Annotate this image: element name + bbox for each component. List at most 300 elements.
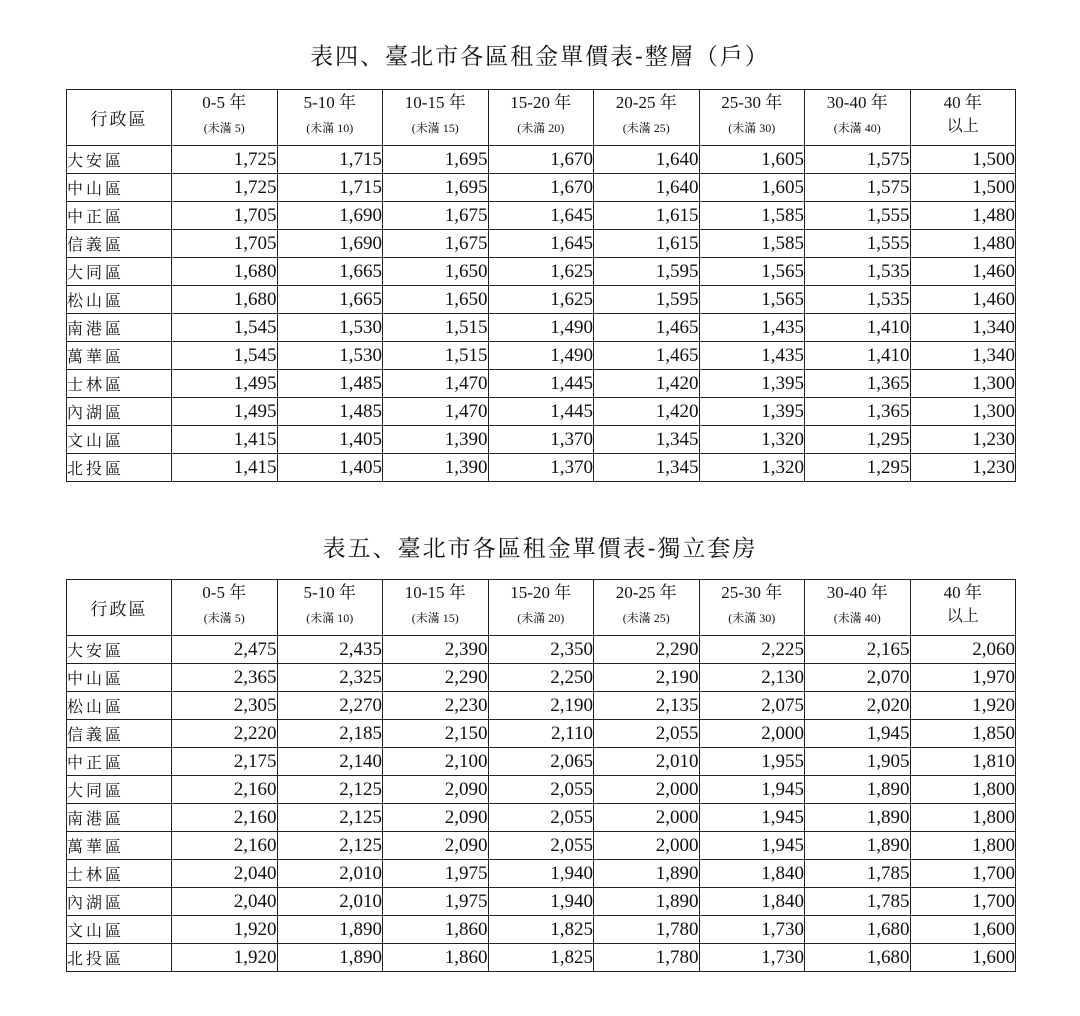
rent-value-cell: 1,460	[910, 258, 1016, 286]
rent-value-cell: 1,395	[699, 398, 805, 426]
district-name: 北投區	[67, 944, 172, 972]
rent-value-cell: 1,230	[910, 454, 1016, 482]
rent-value-cell: 1,585	[699, 202, 805, 230]
rent-value-cell: 1,340	[910, 314, 1016, 342]
table-row	[67, 692, 1016, 720]
rent-value-cell: 2,160	[172, 832, 278, 860]
table-row	[67, 454, 1016, 482]
rent-value-cell: 2,290	[594, 636, 700, 664]
rent-value-cell: 1,850	[910, 720, 1016, 748]
table-row	[67, 944, 1016, 972]
rent-value-cell: 1,940	[488, 888, 594, 916]
rent-value-cell: 1,605	[699, 146, 805, 174]
rent-value-cell: 1,345	[594, 426, 700, 454]
rent-value-cell: 1,890	[277, 916, 383, 944]
table-row	[67, 916, 1016, 944]
district-name: 南港區	[67, 314, 172, 342]
rent-value-cell: 1,890	[277, 944, 383, 972]
table-header	[67, 580, 1016, 636]
age-range-label: 30-40 年	[826, 583, 888, 602]
rent-value-cell: 1,700	[910, 860, 1016, 888]
district-column-header: 行政區	[67, 580, 172, 636]
rent-value-cell: 2,075	[699, 692, 805, 720]
age-column-header	[277, 90, 383, 146]
rent-value-cell: 1,420	[594, 398, 700, 426]
rent-value-cell: 1,705	[172, 202, 278, 230]
age-column-header	[383, 580, 489, 636]
rent-value-cell: 1,555	[805, 202, 911, 230]
age-column-header	[277, 580, 383, 636]
rent-value-cell: 1,485	[277, 398, 383, 426]
age-range-label: 25-30 年	[721, 93, 783, 112]
table-row	[67, 286, 1016, 314]
rent-value-cell: 1,480	[910, 202, 1016, 230]
rent-value-cell: 1,605	[699, 174, 805, 202]
rent-value-cell: 1,495	[172, 370, 278, 398]
rent-value-cell: 1,640	[594, 146, 700, 174]
rent-value-cell: 2,220	[172, 720, 278, 748]
rent-value-cell: 1,645	[488, 202, 594, 230]
rent-value-cell: 2,160	[172, 804, 278, 832]
rent-value-cell: 2,140	[277, 748, 383, 776]
rent-value-cell: 1,490	[488, 342, 594, 370]
rent-value-cell: 1,890	[805, 776, 911, 804]
table-row	[67, 230, 1016, 258]
rent-value-cell: 2,055	[488, 832, 594, 860]
rent-value-cell: 2,000	[594, 804, 700, 832]
rent-value-cell: 1,920	[172, 944, 278, 972]
rent-value-cell: 1,595	[594, 258, 700, 286]
rent-value-cell: 2,290	[383, 664, 489, 692]
rent-value-cell: 2,130	[699, 664, 805, 692]
age-column-header	[172, 90, 278, 146]
rent-value-cell: 1,705	[172, 230, 278, 258]
age-range-label: 5-10 年	[303, 93, 356, 112]
age-range-label: 0-5 年	[202, 583, 247, 602]
rent-value-cell: 1,840	[699, 888, 805, 916]
table-body	[67, 636, 1016, 972]
rent-value-cell: 2,190	[594, 664, 700, 692]
rent-value-cell: 2,250	[488, 664, 594, 692]
rent-value-cell: 1,675	[383, 230, 489, 258]
rent-value-cell: 1,405	[277, 454, 383, 482]
table-row	[67, 258, 1016, 286]
age-range-note: (未滿 25)	[622, 121, 670, 135]
rent-value-cell: 1,535	[805, 258, 911, 286]
age-range-note: (未滿 15)	[411, 121, 459, 135]
rent-value-cell: 1,785	[805, 860, 911, 888]
table5-title: 表五、臺北市各區租金單價表-獨立套房	[322, 536, 758, 562]
rent-value-cell: 2,225	[699, 636, 805, 664]
rent-value-cell: 2,090	[383, 832, 489, 860]
rent-value-cell: 2,090	[383, 804, 489, 832]
rent-value-cell: 1,320	[699, 426, 805, 454]
rent-value-cell: 1,445	[488, 398, 594, 426]
table-row	[67, 342, 1016, 370]
age-range-label: 40 年	[943, 93, 982, 112]
age-range-note: (未滿 5)	[203, 121, 245, 135]
rent-value-cell: 2,010	[277, 860, 383, 888]
rent-value-cell: 1,640	[594, 174, 700, 202]
rent-value-cell: 2,325	[277, 664, 383, 692]
rent-value-cell: 1,690	[277, 230, 383, 258]
rent-value-cell: 2,040	[172, 888, 278, 916]
rent-value-cell: 1,840	[699, 860, 805, 888]
rent-value-cell: 1,435	[699, 342, 805, 370]
rent-value-cell: 2,190	[488, 692, 594, 720]
table-row	[67, 720, 1016, 748]
age-range-note: (未滿 40)	[833, 121, 881, 135]
rent-value-cell: 2,475	[172, 636, 278, 664]
rent-value-cell: 1,435	[699, 314, 805, 342]
rent-value-cell: 2,000	[594, 776, 700, 804]
age-range-label: 5-10 年	[303, 583, 356, 602]
age-range-note: (未滿 30)	[728, 121, 776, 135]
rent-value-cell: 1,365	[805, 370, 911, 398]
rent-value-cell: 1,365	[805, 398, 911, 426]
district-name: 松山區	[67, 692, 172, 720]
district-name: 中正區	[67, 202, 172, 230]
age-column-header	[383, 90, 489, 146]
rent-value-cell: 1,860	[383, 944, 489, 972]
rent-value-cell: 1,810	[910, 748, 1016, 776]
rent-table-studio	[66, 579, 1016, 972]
rent-value-cell: 1,410	[805, 314, 911, 342]
rent-value-cell: 1,800	[910, 804, 1016, 832]
rent-value-cell: 1,495	[172, 398, 278, 426]
rent-value-cell: 1,970	[910, 664, 1016, 692]
rent-value-cell: 2,185	[277, 720, 383, 748]
rent-value-cell: 1,555	[805, 230, 911, 258]
rent-value-cell: 2,040	[172, 860, 278, 888]
district-name: 中山區	[67, 174, 172, 202]
header-row	[67, 90, 1016, 146]
rent-value-cell: 1,500	[910, 146, 1016, 174]
rent-value-cell: 1,390	[383, 426, 489, 454]
district-name: 萬華區	[67, 832, 172, 860]
rent-value-cell: 1,420	[594, 370, 700, 398]
rent-value-cell: 1,485	[277, 370, 383, 398]
district-name: 南港區	[67, 804, 172, 832]
rent-table-whole-floor	[66, 89, 1016, 482]
rent-value-cell: 1,905	[805, 748, 911, 776]
rent-value-cell: 2,010	[594, 748, 700, 776]
age-column-header	[594, 580, 700, 636]
rent-value-cell: 2,160	[172, 776, 278, 804]
age-range-note: 以上	[946, 606, 979, 625]
rent-value-cell: 1,680	[172, 258, 278, 286]
table-row	[67, 832, 1016, 860]
rent-value-cell: 2,070	[805, 664, 911, 692]
rent-value-cell: 1,890	[594, 888, 700, 916]
rent-value-cell: 1,575	[805, 146, 911, 174]
rent-value-cell: 1,860	[383, 916, 489, 944]
rent-value-cell: 1,680	[805, 944, 911, 972]
rent-value-cell: 1,500	[910, 174, 1016, 202]
rent-value-cell: 2,100	[383, 748, 489, 776]
rent-value-cell: 1,945	[699, 804, 805, 832]
rent-value-cell: 1,945	[699, 776, 805, 804]
rent-value-cell: 1,800	[910, 776, 1016, 804]
table-row	[67, 860, 1016, 888]
rent-value-cell: 1,595	[594, 286, 700, 314]
district-name: 信義區	[67, 720, 172, 748]
rent-value-cell: 1,460	[910, 286, 1016, 314]
age-range-label: 25-30 年	[721, 583, 783, 602]
age-column-header	[172, 580, 278, 636]
rent-value-cell: 1,465	[594, 314, 700, 342]
rent-value-cell: 1,715	[277, 146, 383, 174]
rent-value-cell: 2,055	[488, 776, 594, 804]
rent-value-cell: 1,945	[805, 720, 911, 748]
table-row	[67, 804, 1016, 832]
rent-value-cell: 1,600	[910, 916, 1016, 944]
age-range-note: (未滿 40)	[833, 611, 881, 625]
rent-value-cell: 1,625	[488, 258, 594, 286]
rent-value-cell: 1,975	[383, 888, 489, 916]
rent-value-cell: 1,785	[805, 888, 911, 916]
rent-value-cell: 2,125	[277, 776, 383, 804]
district-name: 中山區	[67, 664, 172, 692]
rent-value-cell: 1,370	[488, 426, 594, 454]
rent-value-cell: 2,390	[383, 636, 489, 664]
rent-value-cell: 1,405	[277, 426, 383, 454]
rent-value-cell: 1,515	[383, 314, 489, 342]
rent-value-cell: 1,300	[910, 398, 1016, 426]
table-row	[67, 146, 1016, 174]
rent-value-cell: 2,060	[910, 636, 1016, 664]
table-body	[67, 146, 1016, 482]
rent-value-cell: 1,955	[699, 748, 805, 776]
rent-value-cell: 2,090	[383, 776, 489, 804]
rent-value-cell: 1,825	[488, 944, 594, 972]
district-name: 萬華區	[67, 342, 172, 370]
rent-value-cell: 2,350	[488, 636, 594, 664]
rent-value-cell: 1,675	[383, 202, 489, 230]
district-name: 內湖區	[67, 398, 172, 426]
table-row	[67, 370, 1016, 398]
rent-value-cell: 1,415	[172, 454, 278, 482]
age-range-label: 20-25 年	[615, 93, 677, 112]
table-row	[67, 888, 1016, 916]
age-range-label: 15-20 年	[510, 583, 572, 602]
age-range-note: (未滿 5)	[203, 611, 245, 625]
rent-value-cell: 1,825	[488, 916, 594, 944]
rent-value-cell: 1,600	[910, 944, 1016, 972]
rent-value-cell: 1,480	[910, 230, 1016, 258]
district-name: 信義區	[67, 230, 172, 258]
table-row	[67, 314, 1016, 342]
district-name: 大同區	[67, 258, 172, 286]
rent-value-cell: 1,695	[383, 174, 489, 202]
rent-value-cell: 2,020	[805, 692, 911, 720]
district-name: 內湖區	[67, 888, 172, 916]
rent-value-cell: 1,945	[699, 832, 805, 860]
rent-value-cell: 1,565	[699, 258, 805, 286]
age-range-note: (未滿 20)	[517, 121, 565, 135]
rent-value-cell: 2,150	[383, 720, 489, 748]
table-row	[67, 636, 1016, 664]
rent-value-cell: 1,920	[172, 916, 278, 944]
table-row	[67, 426, 1016, 454]
rent-value-cell: 1,470	[383, 370, 489, 398]
rent-value-cell: 2,305	[172, 692, 278, 720]
rent-value-cell: 1,940	[488, 860, 594, 888]
rent-value-cell: 1,725	[172, 174, 278, 202]
rent-value-cell: 1,690	[277, 202, 383, 230]
district-column-header: 行政區	[67, 90, 172, 146]
table-row	[67, 202, 1016, 230]
district-name: 士林區	[67, 860, 172, 888]
rent-value-cell: 1,625	[488, 286, 594, 314]
rent-value-cell: 1,370	[488, 454, 594, 482]
rent-value-cell: 2,230	[383, 692, 489, 720]
rent-value-cell: 1,530	[277, 342, 383, 370]
rent-value-cell: 1,390	[383, 454, 489, 482]
rent-value-cell: 1,410	[805, 342, 911, 370]
rent-value-cell: 1,345	[594, 454, 700, 482]
age-range-label: 40 年	[943, 583, 982, 602]
rent-value-cell: 1,615	[594, 202, 700, 230]
age-range-note: (未滿 30)	[728, 611, 776, 625]
rent-value-cell: 1,470	[383, 398, 489, 426]
rent-value-cell: 1,295	[805, 426, 911, 454]
rent-value-cell: 2,000	[699, 720, 805, 748]
district-name: 大同區	[67, 776, 172, 804]
rent-value-cell: 1,890	[805, 804, 911, 832]
table4-title: 表四、臺北市各區租金單價表-整層（戶）	[310, 44, 770, 70]
age-range-label: 30-40 年	[826, 93, 888, 112]
age-range-note: 以上	[946, 116, 979, 135]
age-column-header	[488, 580, 594, 636]
rent-value-cell: 2,365	[172, 664, 278, 692]
rent-value-cell: 1,615	[594, 230, 700, 258]
age-column-header	[805, 90, 911, 146]
district-name: 大安區	[67, 636, 172, 664]
age-range-label: 0-5 年	[202, 93, 247, 112]
rent-value-cell: 1,975	[383, 860, 489, 888]
age-column-header	[805, 580, 911, 636]
rent-value-cell: 1,650	[383, 286, 489, 314]
rent-value-cell: 2,065	[488, 748, 594, 776]
age-column-header	[699, 90, 805, 146]
rent-value-cell: 2,435	[277, 636, 383, 664]
age-range-label: 20-25 年	[615, 583, 677, 602]
rent-value-cell: 2,175	[172, 748, 278, 776]
rent-value-cell: 2,125	[277, 832, 383, 860]
rent-value-cell: 1,515	[383, 342, 489, 370]
rent-value-cell: 1,800	[910, 832, 1016, 860]
rent-value-cell: 1,395	[699, 370, 805, 398]
district-name: 士林區	[67, 370, 172, 398]
table-row	[67, 776, 1016, 804]
age-column-header	[699, 580, 805, 636]
age-column-header	[910, 90, 1016, 146]
district-name: 文山區	[67, 426, 172, 454]
rent-value-cell: 1,465	[594, 342, 700, 370]
age-column-header	[488, 90, 594, 146]
table-row	[67, 748, 1016, 776]
rent-value-cell: 1,490	[488, 314, 594, 342]
age-range-label: 10-15 年	[404, 93, 466, 112]
rent-value-cell: 2,110	[488, 720, 594, 748]
rent-value-cell: 1,415	[172, 426, 278, 454]
table-header	[67, 90, 1016, 146]
rent-value-cell: 1,680	[172, 286, 278, 314]
rent-value-cell: 1,535	[805, 286, 911, 314]
age-range-note: (未滿 10)	[306, 121, 354, 135]
rent-value-cell: 1,545	[172, 342, 278, 370]
rent-value-cell: 1,665	[277, 258, 383, 286]
rent-value-cell: 1,665	[277, 286, 383, 314]
rent-value-cell: 1,920	[910, 692, 1016, 720]
rent-value-cell: 1,645	[488, 230, 594, 258]
rent-value-cell: 1,545	[172, 314, 278, 342]
age-range-note: (未滿 15)	[411, 611, 459, 625]
rent-value-cell: 2,270	[277, 692, 383, 720]
rent-value-cell: 1,670	[488, 174, 594, 202]
rent-value-cell: 1,730	[699, 944, 805, 972]
rent-value-cell: 1,670	[488, 146, 594, 174]
rent-value-cell: 2,055	[594, 720, 700, 748]
rent-value-cell: 2,055	[488, 804, 594, 832]
rent-value-cell: 2,000	[594, 832, 700, 860]
age-range-label: 15-20 年	[510, 93, 572, 112]
rent-value-cell: 1,585	[699, 230, 805, 258]
age-column-header	[594, 90, 700, 146]
rent-value-cell: 1,650	[383, 258, 489, 286]
rent-value-cell: 1,890	[594, 860, 700, 888]
rent-value-cell: 1,715	[277, 174, 383, 202]
table-row	[67, 398, 1016, 426]
rent-value-cell: 1,700	[910, 888, 1016, 916]
rent-value-cell: 2,125	[277, 804, 383, 832]
rent-value-cell: 1,340	[910, 342, 1016, 370]
rent-value-cell: 1,780	[594, 944, 700, 972]
rent-value-cell: 1,780	[594, 916, 700, 944]
age-range-note: (未滿 10)	[306, 611, 354, 625]
district-name: 大安區	[67, 146, 172, 174]
rent-value-cell: 1,300	[910, 370, 1016, 398]
header-row	[67, 580, 1016, 636]
district-name: 北投區	[67, 454, 172, 482]
rent-value-cell: 2,165	[805, 636, 911, 664]
age-column-header	[910, 580, 1016, 636]
age-range-note: (未滿 25)	[622, 611, 670, 625]
rent-value-cell: 1,445	[488, 370, 594, 398]
district-name: 中正區	[67, 748, 172, 776]
rent-value-cell: 1,725	[172, 146, 278, 174]
rent-value-cell: 1,695	[383, 146, 489, 174]
rent-value-cell: 2,135	[594, 692, 700, 720]
rent-value-cell: 1,320	[699, 454, 805, 482]
table-row	[67, 174, 1016, 202]
rent-value-cell: 1,230	[910, 426, 1016, 454]
rent-value-cell: 1,295	[805, 454, 911, 482]
rent-value-cell: 1,730	[699, 916, 805, 944]
rent-value-cell: 1,530	[277, 314, 383, 342]
district-name: 松山區	[67, 286, 172, 314]
age-range-note: (未滿 20)	[517, 611, 565, 625]
district-name: 文山區	[67, 916, 172, 944]
rent-value-cell: 2,010	[277, 888, 383, 916]
rent-value-cell: 1,575	[805, 174, 911, 202]
table-row	[67, 664, 1016, 692]
age-range-label: 10-15 年	[404, 583, 466, 602]
rent-value-cell: 1,565	[699, 286, 805, 314]
rent-value-cell: 1,890	[805, 832, 911, 860]
rent-value-cell: 1,680	[805, 916, 911, 944]
